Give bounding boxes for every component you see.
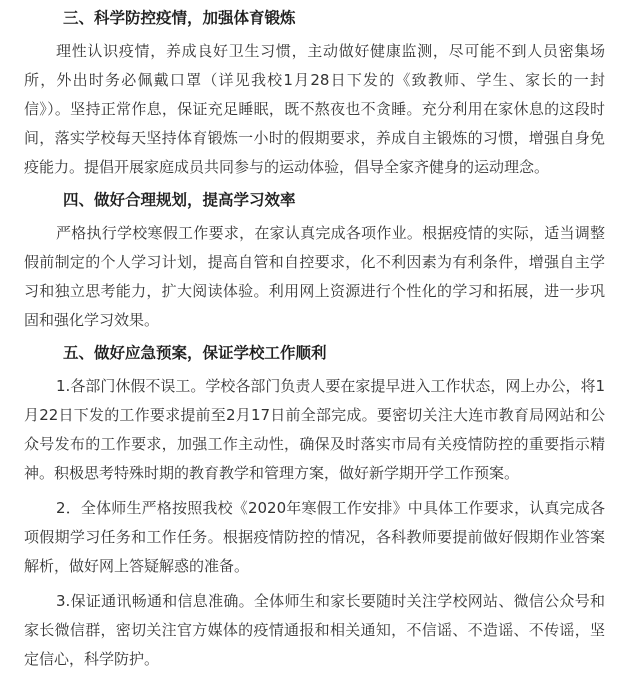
section-4-paragraph: 严格执行学校寒假工作要求，在家认真完成各项作业。根据疫情的实际，适当调整假前制定的个人学习计划，提高自管和自控要求，化不利因素为有利条件，增强自主学习和独立思考能力，扩大阅读体验。利用网上资源进行个性化的学习和拓展，进一步巩固和强化学习效果。	[24, 224, 605, 329]
section-3-paragraph: 理性认识疫情，养成良好卫生习惯，主动做好健康监测，尽可能不到人员密集场所，外出时务必佩戴口罩（详见我校1月28日下发的《致教师、学生、家长的一封信》）。坚持正常作息，保证充足睡眠，既不熬夜也不贪睡。充分利用在家休息的这段时间，落实学校每天坚持体育锻炼一小时的假期要求，养成自主锻炼的习惯，增强自身免疫能力。提倡开展家庭成员共同参与的运动体验，倡导全家齐健身的运动理念。	[24, 42, 605, 176]
section-5-item-3: 3.保证通讯畅通和信息准确。全体师生和家长要随时关注学校网站、微信公众号和家长微信群，密切关注官方媒体的疫情通报和相关通知，不信谣、不造谣、不传谣，坚定信心，科学防护。	[24, 592, 605, 668]
section-heading-4: 四、做好合理规划，提高学习效率	[63, 191, 296, 209]
section-heading-3: 三、科学防控疫情，加强体育锻炼	[63, 9, 296, 27]
section-5-item-1: 1.各部门休假不误工。学校各部门负责人要在家提早进入工作状态，网上办公，将1月22日下发的工作要求提前至2月17日前全部完成。要密切关注大连市教育局网站和公众号发布的工作要求，加强工作主动性，确保及时落实市局有关疫情防控的重要指示精神。积极思考特殊时期的教育教学和管理方案，做好新学期开学工作预案。	[24, 377, 605, 482]
section-5-item-2: 2．全体师生严格按照我校《2020年寒假工作安排》中具体工作要求，认真完成各项假期学习任务和工作任务。根据疫情防控的情况，各科教师要提前做好假期作业答案解析，做好网上答疑解惑的准备。	[24, 499, 605, 575]
section-heading-5: 五、做好应急预案，保证学校工作顺利	[63, 344, 327, 362]
